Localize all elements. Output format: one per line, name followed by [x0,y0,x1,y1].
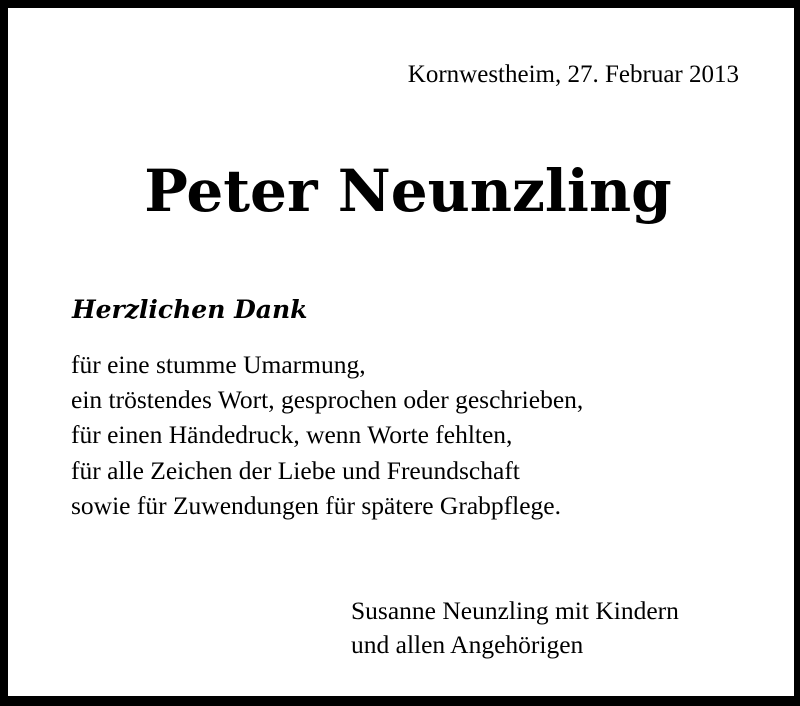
signature-block [351,594,679,662]
thanks-line: ein tröstendes Wort, gesprochen oder geschrieben, [71,385,584,415]
deceased-name: Peter Neunzling [144,157,672,225]
thanks-line: sowie für Zuwendungen für spätere Grabpflege. [71,490,561,520]
signature-line: Susanne Neunzling mit Kindern [351,596,679,625]
signature-line: und allen Angehörigen [351,630,584,659]
thanks-line: für eine stumme Umarmung, [71,350,366,379]
thanks-heading: Herzlichen Dank [72,295,308,324]
thanks-line: für einen Händedruck, wenn Worte fehlten, [71,420,513,450]
thanks-text [71,347,583,523]
date-line: Kornwestheim, 27. Februar 2013 [407,61,739,88]
thanks-line: für alle Zeichen der Liebe und Freundschaft [71,455,520,485]
